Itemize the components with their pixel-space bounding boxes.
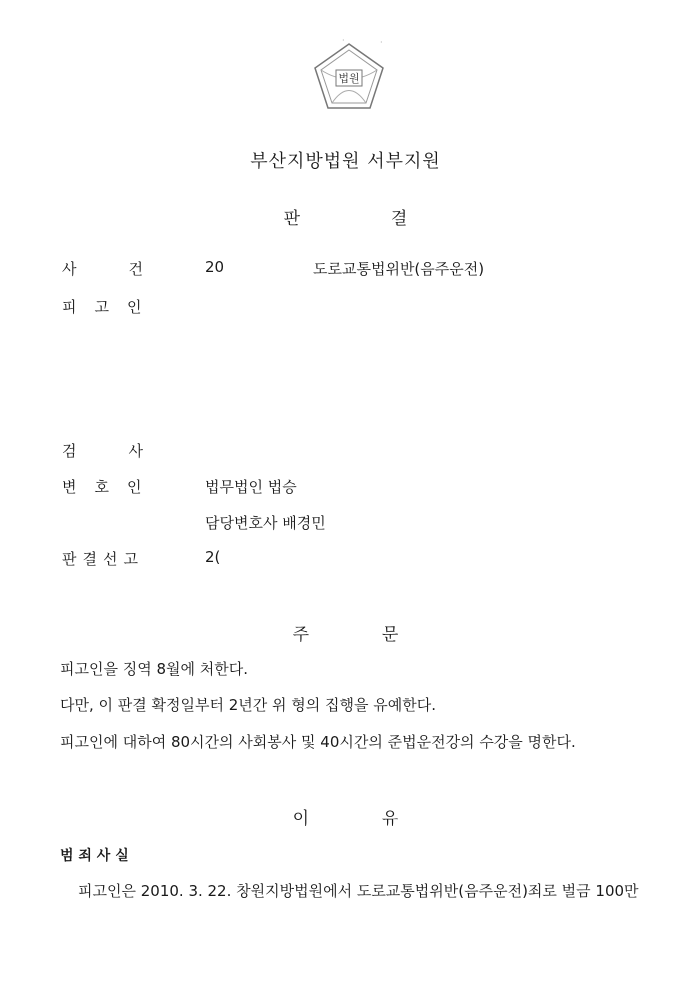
court-name: 부산지방법원 서부지원 <box>250 151 441 172</box>
document-title <box>0 204 691 229</box>
sentence-date-value: 2( <box>205 548 221 566</box>
seal-text: 법원 <box>338 72 360 85</box>
order-line: 다만, 이 판결 확정일부터 2년간 위 형의 집행을 유예한다. <box>60 696 437 714</box>
order-line: 피고인을 징역 8월에 처한다. <box>60 660 249 678</box>
counsel-firm: 법무법인 법승 <box>205 478 297 496</box>
court-seal <box>311 40 387 112</box>
order-heading: 주 문 <box>292 625 399 645</box>
defendant-label: 피 고 인 <box>62 298 142 316</box>
title-char: 판 <box>283 209 301 229</box>
case-name: 도로교통법위반(음주운전) <box>313 260 485 278</box>
case-number: 20 <box>205 258 225 276</box>
prosecutor-label: 검 사 <box>62 442 143 460</box>
counsel-label: 변 호 인 <box>62 478 142 496</box>
order-line: 피고인에 대하여 80시간의 사회봉사 및 40시간의 준법운전강의 수강을 명한다. <box>60 733 576 751</box>
sentence-date-label: 판 결 선 고 <box>62 550 138 568</box>
case-label: 사 건 <box>62 260 143 278</box>
title-char: 결 <box>390 209 408 229</box>
reasons-heading: 이 유 <box>292 809 399 829</box>
counsel-attorney: 담당변호사 배경민 <box>205 514 326 532</box>
crime-facts-title: 범 죄 사 실 <box>60 848 129 864</box>
crime-facts-first-line: 피고인은 2010. 3. 22. 창원지방법원에서 도로교통법위반(음주운전)죄로 벌금 100만 <box>78 882 639 900</box>
